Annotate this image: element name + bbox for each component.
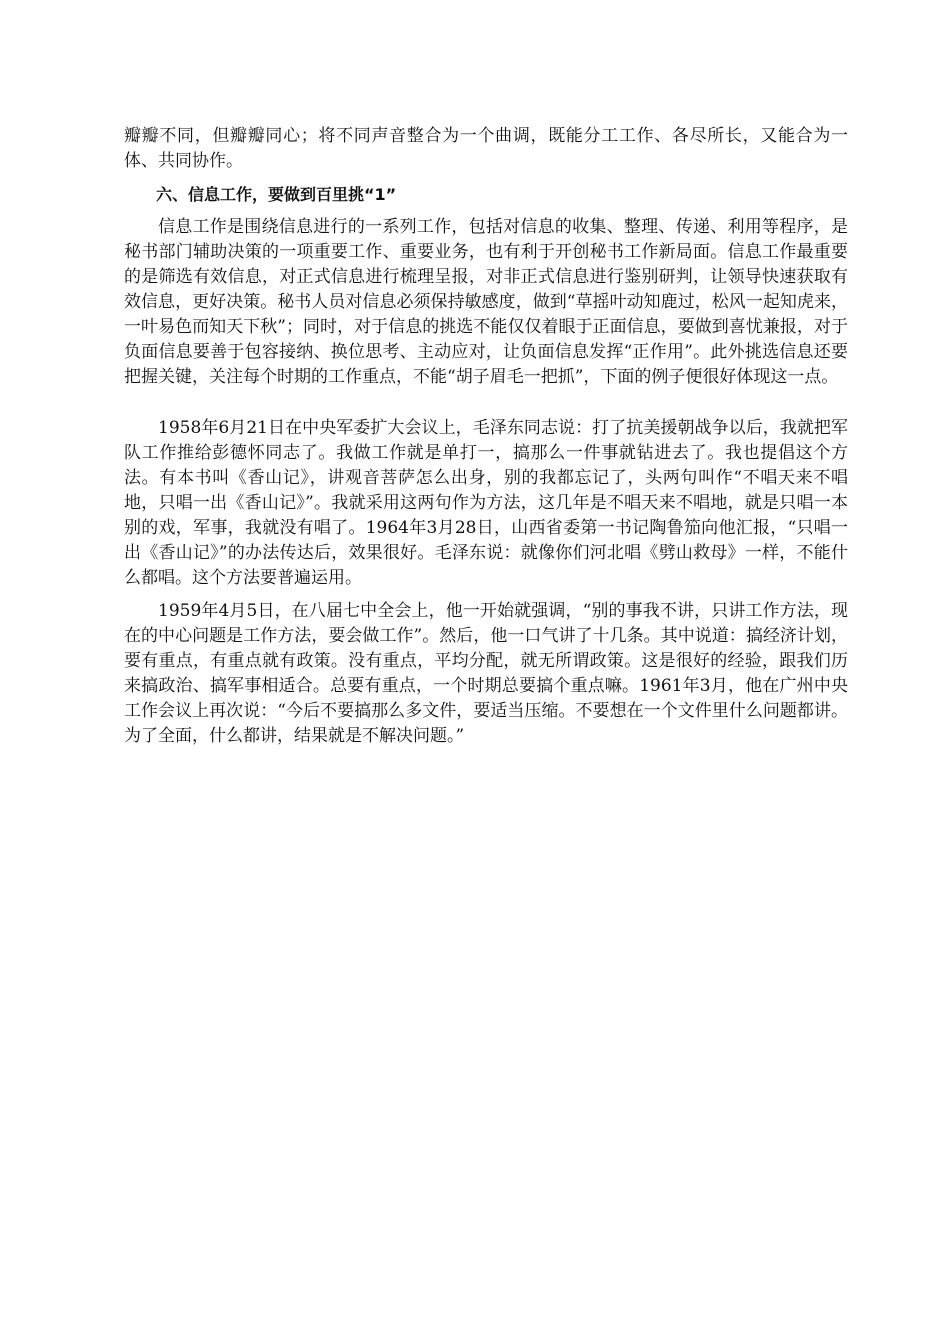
document-page [124, 124, 848, 757]
paragraph-info-work: 信息工作是围绕信息进行的一系列工作，包括对信息的收集、整理、传递、利用等程序，是秘书部门辅助决策的一项重要工作、重要业务，也有利于开创秘书工作新局面。信息工作最重要的是筛选有效信息，对正式信息进行梳理呈报，对非正式信息进行鉴别研判，让领导快速获取有效信息，更好决策。秘书人员对信息必须保持敏感度，做到“草摇叶动知鹿过，松风一起知虎来，一叶易色而知天下秋”；同时，对于信息的挑选不能仅仅着眼于正面信息，要做到喜忧兼报，对于负面信息要善于包容接纳、换位思考、主动应对，让负面信息发挥“正作用”。此外挑选信息还要把握关键，关注每个时期的工作重点，不能“胡子眉毛一把抓”，下面的例子便很好体现这一点。 [124, 217, 848, 387]
paragraph-spacer [124, 398, 848, 416]
paragraph-1959-example: 1959年4月5日，在八届七中全会上，他一开始就强调，“别的事我不讲，只讲工作方法，现在的中心问题是工作方法，要会做工作”。然后，他一口气讲了十几条。其中说道：搞经济计划，要有重点，有重点就有政策。没有重点，平均分配，就无所谓政策。这是很好的经验，跟我们历来搞政治、搞军事相适合。总要有重点，一个时期总要搞个重点嘛。1961年3月，他在广州中央工作会议上再次说：“今后不要搞那么多文件，要适当压缩。不要想在一个文件里什么问题都讲。为了全面，什么都讲，结果就是不解决问题。” [124, 601, 848, 746]
section-heading: 六、信息工作，要做到百里挑“1” [156, 185, 397, 204]
paragraph-1958-example: 1958年6月21日在中央军委扩大会议上，毛泽东同志说：打了抗美援朝战争以后，我就把军队工作推给彭德怀同志了。我做工作就是单打一，搞那么一件事就钻进去了。我也提倡这个方法。有本书叫《香山记》，讲观音菩萨怎么出身，别的我都忘记了，头两句叫作“不唱天来不唱地，只唱一出《香山记》”。我就采用这两句作为方法，这几年是不唱天来不唱地，就是只唱一本别的戏，军事，我就没有唱了。1964年3月28日，山西省委第一书记陶鲁笳向他汇报，“只唱一出《香山记》”的办法传达后，效果很好。毛泽东说：就像你们河北唱《劈山救母》一样，不能什么都唱。这个方法要普遍运用。 [124, 418, 848, 588]
paragraph-continuation: 瓣瓣不同，但瓣瓣同心；将不同声音整合为一个曲调，既能分工工作、各尽所长，又能合为一体、共同协作。 [124, 126, 848, 171]
